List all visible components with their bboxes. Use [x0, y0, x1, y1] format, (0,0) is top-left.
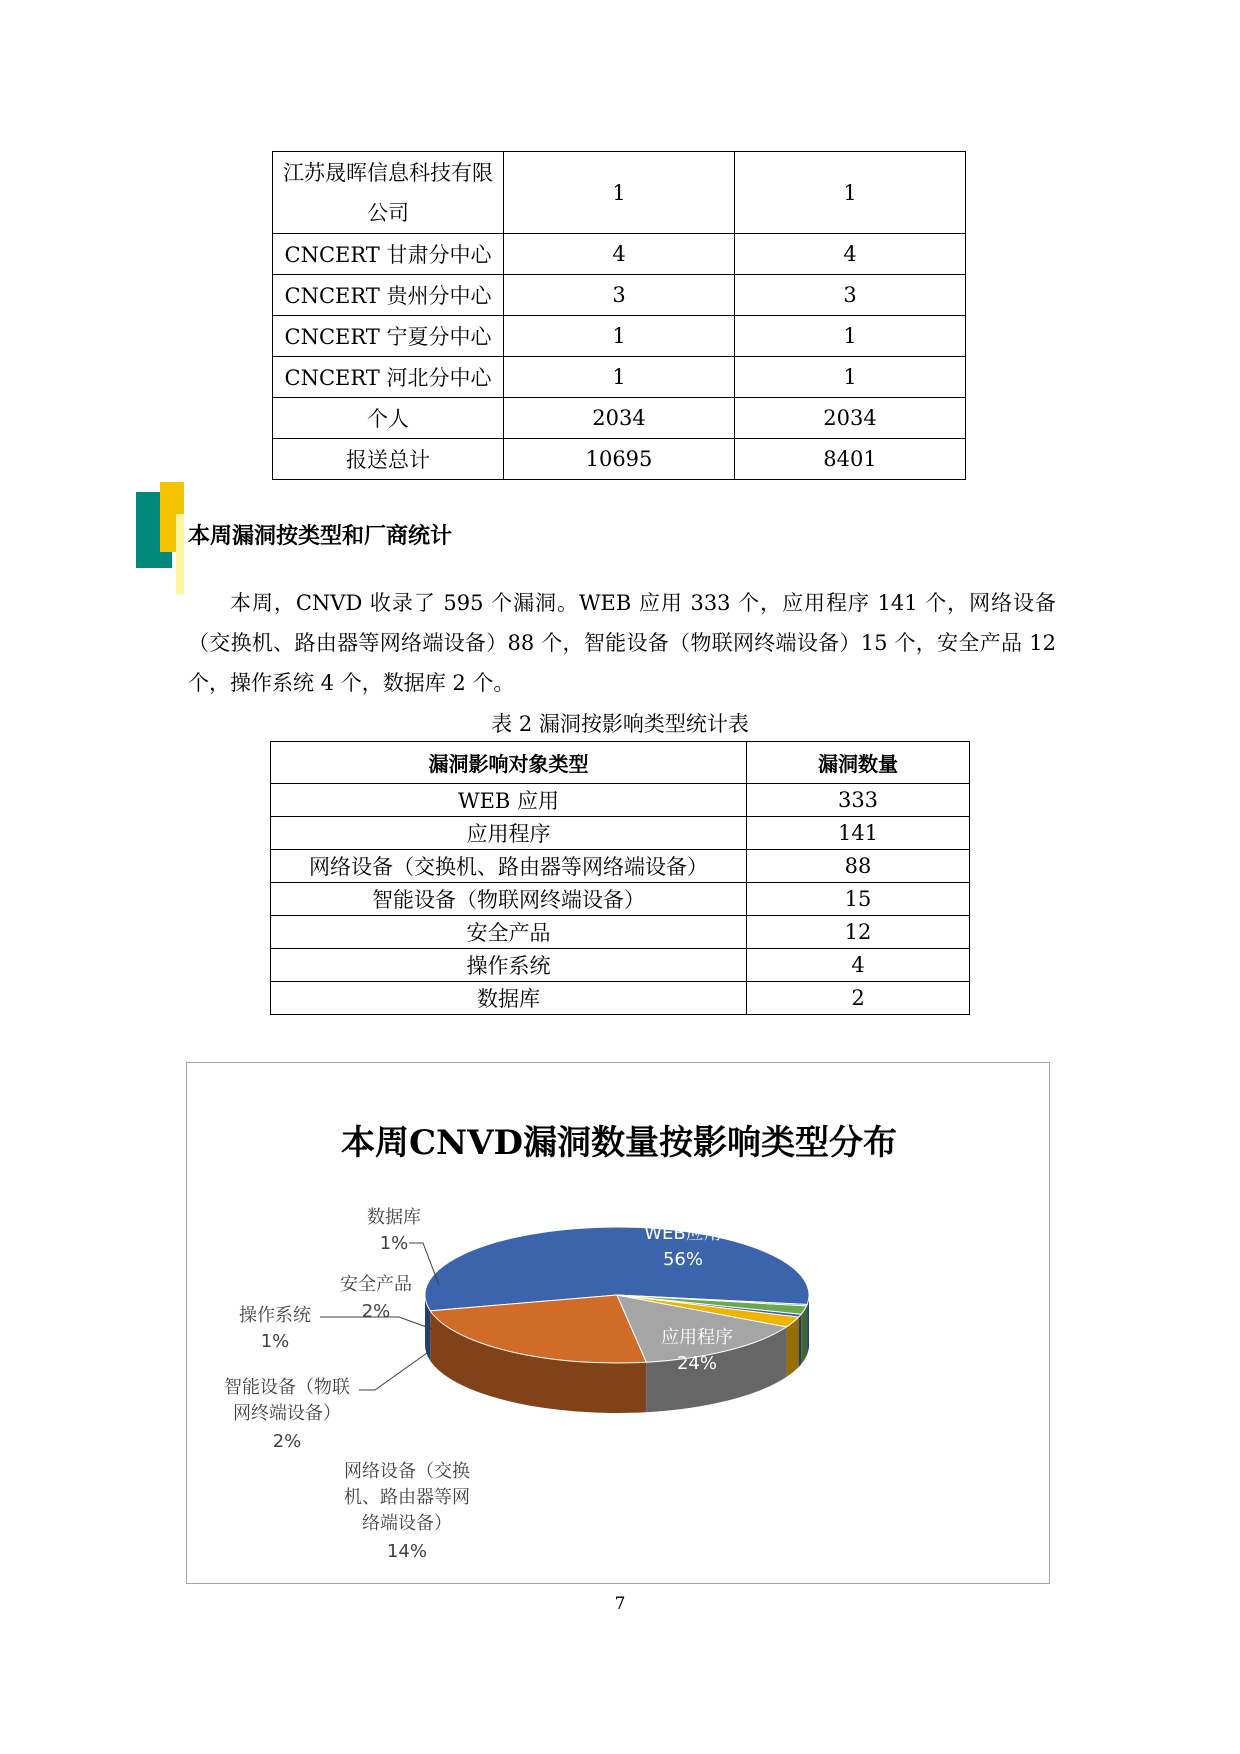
count-cell: 2034 [504, 398, 735, 439]
count-cell: 1 [504, 152, 735, 234]
count-cell: 333 [747, 784, 970, 817]
column-header: 漏洞数量 [747, 742, 970, 784]
table-row [271, 784, 970, 817]
page-number: 7 [614, 1594, 626, 1614]
slice-percent-web: 56% [662, 1249, 704, 1270]
count-cell: 1 [735, 357, 966, 398]
table-header-row [271, 742, 970, 784]
table-row [271, 850, 970, 883]
table-row [271, 916, 970, 949]
count-cell: 1 [504, 357, 735, 398]
count-cell: 12 [747, 916, 970, 949]
type-cell: WEB 应用 [271, 784, 747, 817]
type-cell: 智能设备（物联网终端设备） [271, 883, 747, 916]
count-cell: 4 [504, 234, 735, 275]
table-row [271, 883, 970, 916]
pie-chart [186, 1062, 1050, 1584]
section-heading: 本周漏洞按类型和厂商统计 [188, 524, 453, 549]
slice-label-net-1: 网络设备（交换 [344, 1461, 470, 1482]
chart-title: 本周CNVD漏洞数量按影响类型分布 [340, 1123, 897, 1163]
table-row [273, 316, 966, 357]
slice-percent-security: 2% [361, 1301, 391, 1322]
table-row [273, 152, 966, 234]
count-cell: 4 [747, 949, 970, 982]
slice-label-smart-1: 智能设备（物联 [224, 1377, 350, 1398]
count-cell: 2 [747, 982, 970, 1015]
slice-label-net-2: 机、路由器等网 [344, 1487, 470, 1508]
heading-bar-light [176, 514, 184, 594]
slice-label-app: 应用程序 [661, 1327, 733, 1348]
count-cell: 10695 [504, 439, 735, 480]
table-row [273, 234, 966, 275]
count-cell: 1 [735, 152, 966, 234]
body-paragraph: 本周，CNVD 收录了 595 个漏洞。WEB 应用 333 个，应用程序 141 个，网络设备（交换机、路由器等网络端设备）88 个，智能设备（物联网终端设备）15 个，安全产品 12 个，操作系统 4 个，数据库 2 个。 [188, 591, 1056, 695]
type-cell: 操作系统 [271, 949, 747, 982]
count-cell: 88 [747, 850, 970, 883]
slice-label-net-3: 络端设备） [362, 1513, 452, 1534]
table-caption: 表 2 漏洞按影响类型统计表 [491, 712, 749, 736]
count-cell: 3 [735, 275, 966, 316]
org-cell: CNCERT 河北分中心 [273, 357, 504, 398]
count-cell: 1 [504, 316, 735, 357]
table-row [273, 357, 966, 398]
count-cell: 2034 [735, 398, 966, 439]
pie-chart-svg [187, 1063, 1051, 1585]
pie-side-6 [807, 1304, 808, 1355]
pie-side-5 [801, 1306, 806, 1364]
org-cell: 江苏晟晖信息科技有限公司 [273, 152, 504, 234]
count-cell: 3 [504, 275, 735, 316]
type-cell: 安全产品 [271, 916, 747, 949]
type-cell: 数据库 [271, 982, 747, 1015]
count-cell: 141 [747, 817, 970, 850]
org-cell: 个人 [273, 398, 504, 439]
slice-percent-app: 24% [676, 1353, 718, 1374]
leader-line-smart [359, 1353, 427, 1390]
slice-percent-os: 1% [260, 1331, 290, 1352]
total-label-cell: 报送总计 [273, 439, 504, 480]
table-row [271, 817, 970, 850]
count-cell: 1 [735, 316, 966, 357]
count-cell: 15 [747, 883, 970, 916]
table-row [273, 439, 966, 480]
org-cell: CNCERT 甘肃分中心 [273, 234, 504, 275]
slice-percent-net: 14% [386, 1541, 428, 1562]
org-cell: CNCERT 宁夏分中心 [273, 316, 504, 357]
table-row [273, 398, 966, 439]
count-cell: 8401 [735, 439, 966, 480]
table-row [271, 949, 970, 982]
type-cell: 网络设备（交换机、路由器等网络端设备） [271, 850, 747, 883]
slice-label-security: 安全产品 [340, 1274, 412, 1295]
slice-label-smart-2: 网终端设备） [233, 1403, 341, 1424]
table-row [271, 982, 970, 1015]
column-header: 漏洞影响对象类型 [271, 742, 747, 784]
slice-label-os: 操作系统 [239, 1305, 311, 1326]
type-cell: 应用程序 [271, 817, 747, 850]
report-table [272, 151, 966, 480]
slice-percent-smart: 2% [272, 1431, 302, 1452]
table-row [273, 275, 966, 316]
slice-label-db: 数据库 [367, 1207, 421, 1228]
vuln-type-table [270, 741, 970, 1015]
org-cell: CNCERT 贵州分中心 [273, 275, 504, 316]
slice-label-web: WEB应用 [644, 1223, 722, 1244]
pie-side-4 [799, 1314, 801, 1367]
count-cell: 4 [735, 234, 966, 275]
slice-percent-db: 1% [379, 1233, 409, 1254]
